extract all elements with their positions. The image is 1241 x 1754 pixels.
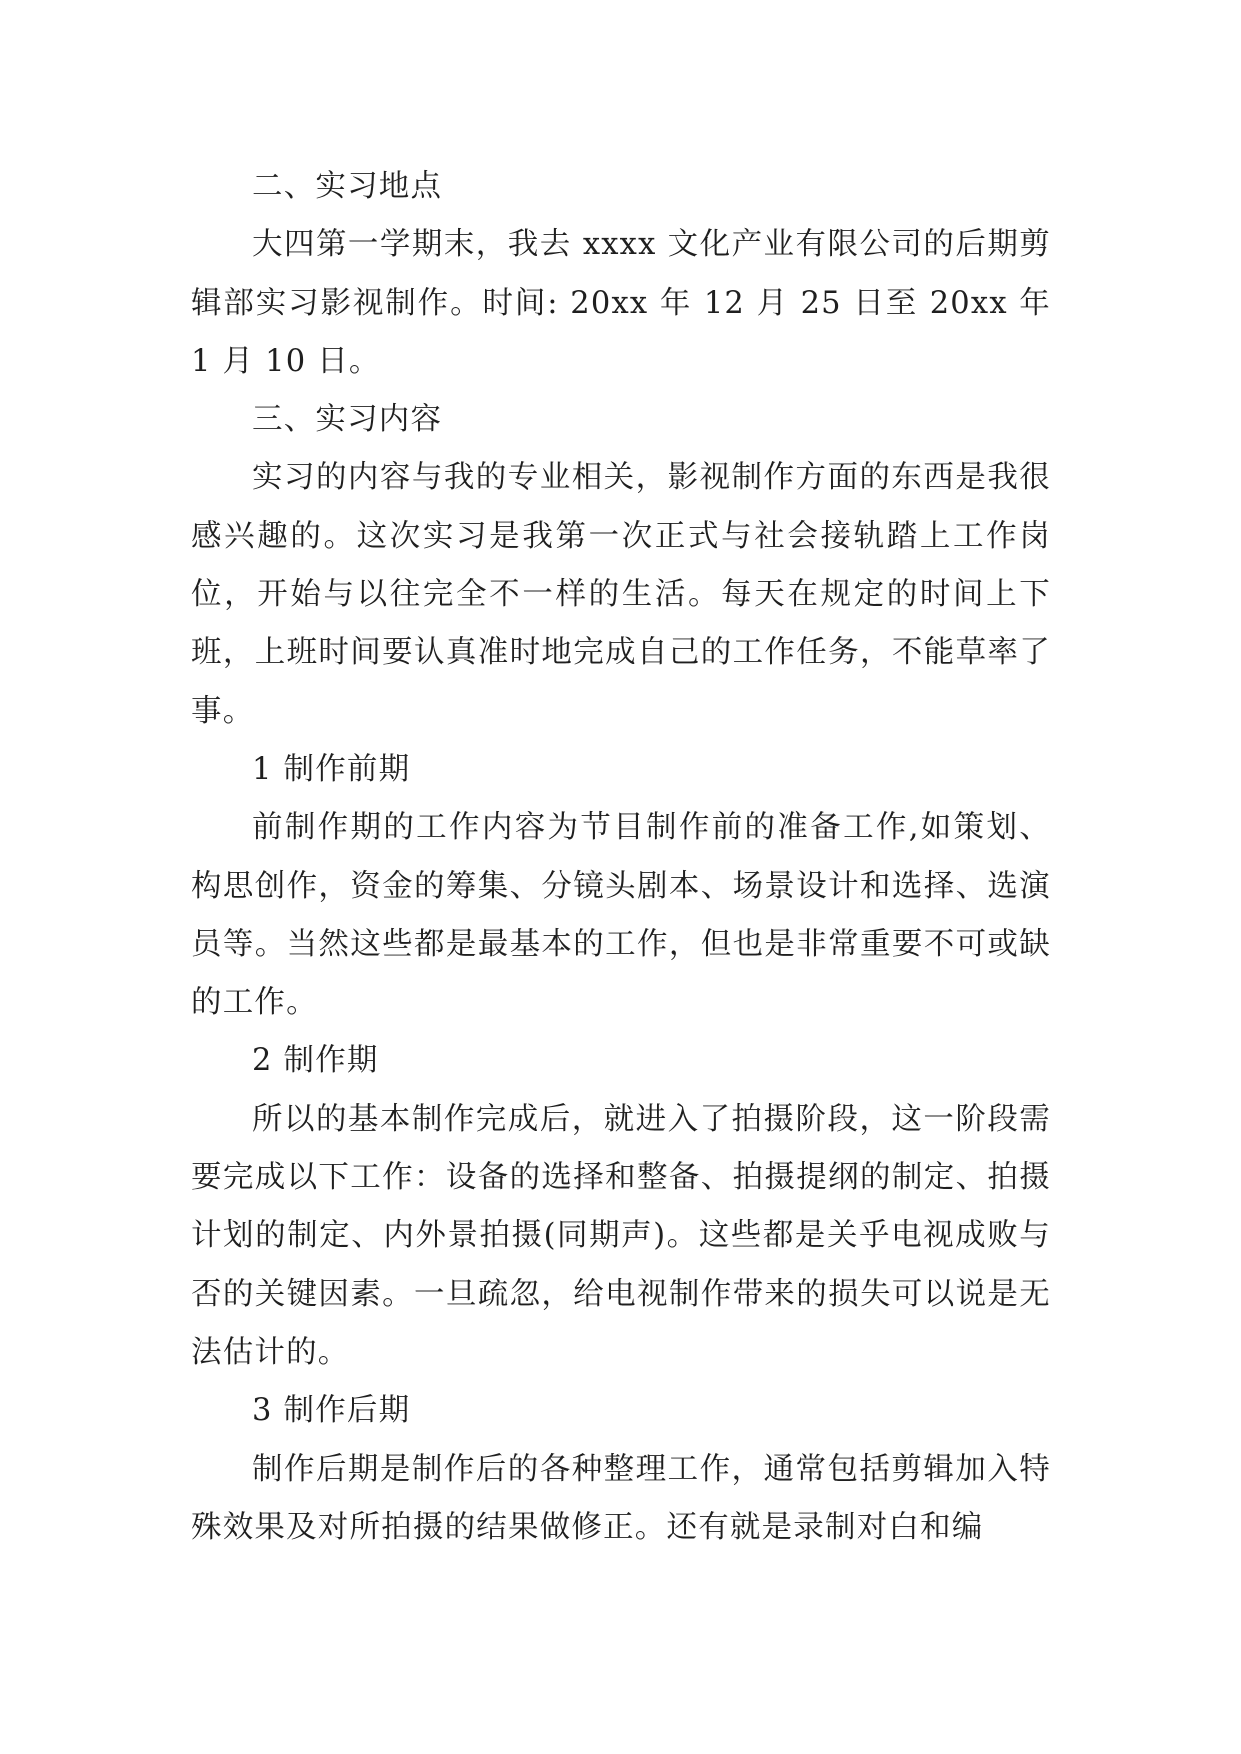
paragraph-location: 大四第一学期末，我去 xxxx 文化产业有限公司的后期剪辑部实习影视制作。时间: 20xx 年 12 月 25 日至 20xx 年 1 月 10 日。	[191, 227, 1051, 379]
paragraph-pre-production: 前制作期的工作内容为节目制作前的准备工作,如策划、构思创作，资金的筹集、分镜头剧本、场景设计和选择、选演员等。当然这些都是最基本的工作，但也是非常重要不可或缺的工作。	[191, 810, 1051, 1021]
section-heading-content: 三、实习内容	[252, 402, 443, 438]
document-body	[191, 158, 1051, 1557]
subheading-production: 2 制作期	[252, 1043, 379, 1079]
section-heading-location: 二、实习地点	[252, 169, 443, 204]
paragraph-content: 实习的内容与我的专业相关，影视制作方面的东西是我很感兴趣的。这次实习是我第一次正式与社会接轨踏上工作岗位，开始与以往完全不一样的生活。每天在规定的时间上下班，上班时间要认真准时地完成自己的工作任务，不能草率了事。	[191, 460, 1051, 729]
subheading-pre-production: 1 制作前期	[252, 751, 411, 787]
subheading-post-production: 3 制作后期	[252, 1393, 411, 1429]
paragraph-post-production: 制作后期是制作后的各种整理工作，通常包括剪辑加入特殊效果及对所拍摄的结果做修正。还有就是录制对白和编	[191, 1451, 1051, 1545]
paragraph-production: 所以的基本制作完成后，就进入了拍摄阶段，这一阶段需要完成以下工作：设备的选择和整备、拍摄提纲的制定、拍摄计划的制定、内外景拍摄(同期声)。这些都是关乎电视成败与否的关键因素。一旦疏忽，给电视制作带来的损失可以说是无法估计的。	[191, 1101, 1051, 1370]
